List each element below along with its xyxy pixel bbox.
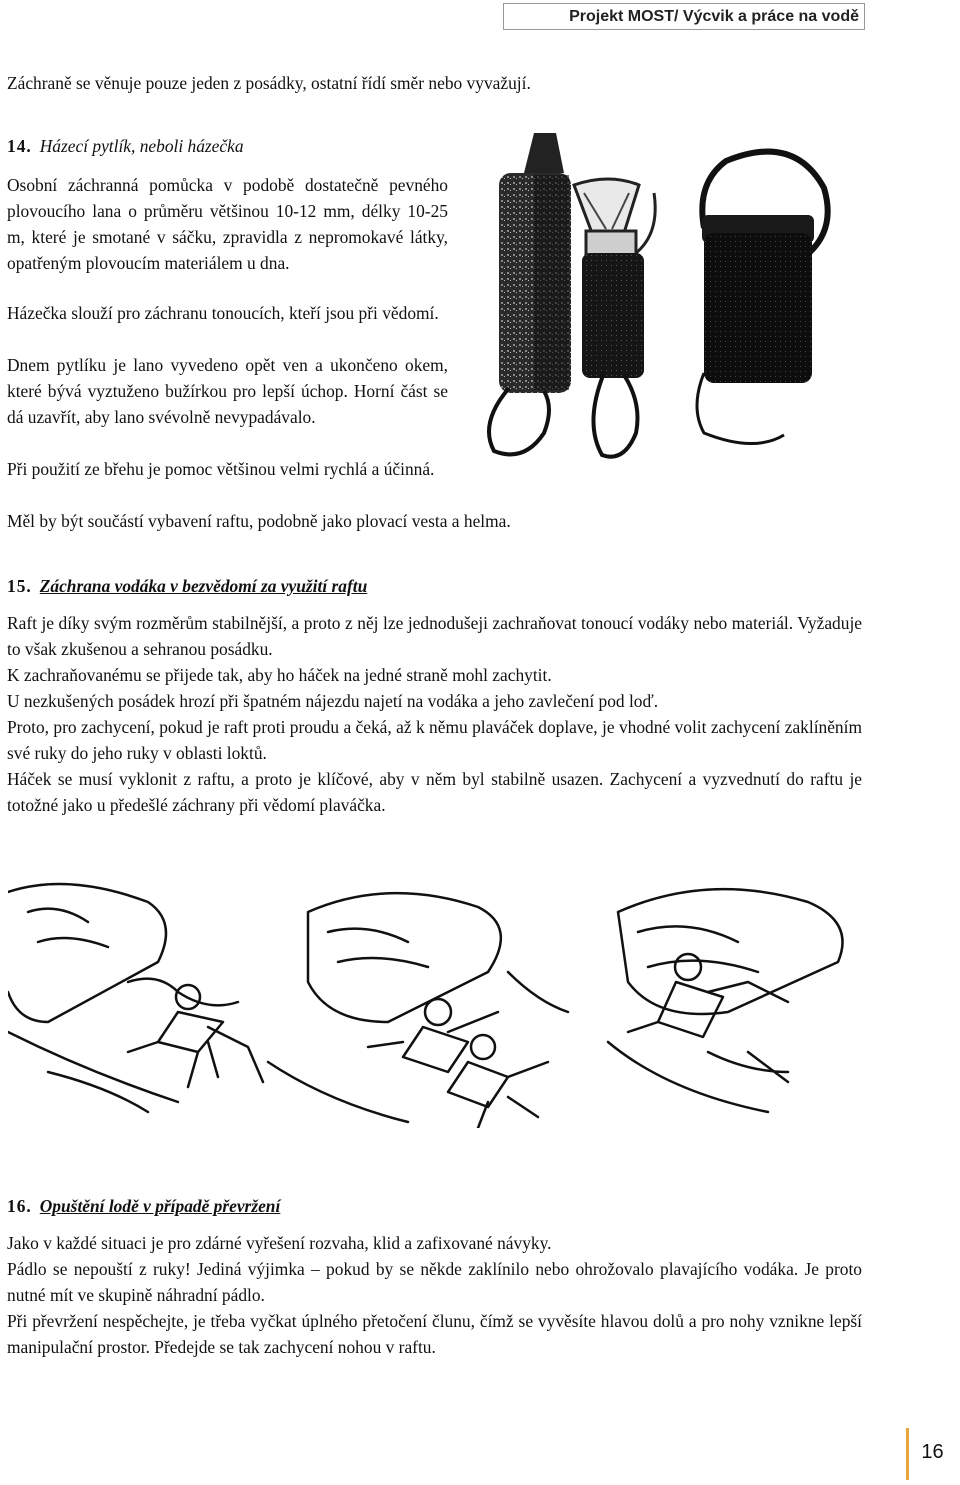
section-16-paragraph: Jako v každé situaci je pro zdárné vyřešení rozvaha, klid a zafixované návyky.: [7, 1233, 552, 1253]
section-16-paragraph: Při převržení nespěchejte, je třeba vyčkat úplného přetočení člunu, čímž se vyvěsíte hlavou dolů a pro nohy vznikne lepší manipulační prostor. Předejde se tak zachycení nohou v raftu.: [7, 1311, 862, 1357]
section-16-heading: [7, 1193, 280, 1219]
section-15-paragraph: U nezkušených posádek hrozí při špatném nájezdu najetí na vodáka a jeho zavlečení pod loď.: [7, 691, 659, 711]
section-15-paragraph: Proto, pro zachycení, pokud je raft proti proudu a čeká, až k němu plaváček doplave, je vhodné volit zachycení zaklíněním své ruky do jeho ruky v oblasti loktů.: [7, 717, 862, 763]
page-number: 16: [906, 1428, 956, 1480]
section-15-paragraph: Háček se musí vyklonit z raftu, a proto je klíčové, aby v něm byl stabilně usazen. Zachycení a vyzvednutí do raftu je totožné jako u předešlé záchrany při vědomí plaváčka.: [7, 769, 862, 815]
section-15-paragraph: Raft je díky svým rozměrům stabilnější, a proto z něj lze jednodušeji zachraňovat tonoucí vodáky nebo materiál. Vyžaduje to však zkušenou a sehranou posádku.: [7, 613, 862, 659]
section-number: 16.: [7, 1196, 32, 1216]
section-number: 15.: [7, 576, 32, 596]
section-15-paragraph: K zachraňovanému se přijede tak, aby ho háček na jedné straně mohl zachytit.: [7, 665, 552, 685]
raft-rescue-illustration: [8, 872, 855, 1128]
throw-bags-illustration: [464, 133, 856, 469]
section-14-paragraph: Dnem pytlíku je lano vyvedeno opět ven a ukončeno okem, které bývá vyztuženo bužírkou pro lepší úchop. Horní část se dá uzavřít, aby lano svévolně nevypadávalo.: [7, 355, 448, 427]
section-title: Záchrana vodáka v bezvědomí za využití raftu: [39, 576, 368, 596]
section-title: Opuštění lodě v případě převržení: [39, 1196, 281, 1216]
intro-text: Záchraně se věnuje pouze jeden z posádky, ostatní řídí směr nebo vyvažují.: [7, 73, 531, 93]
section-14-paragraph: Házečka slouží pro záchranu tonoucích, kteří jsou při vědomí.: [7, 303, 439, 323]
section-14-paragraph: Měl by být součástí vybavení raftu, podobně jako plovací vesta a helma.: [7, 511, 511, 531]
section-number: 14.: [7, 136, 32, 156]
section-16-paragraph: Pádlo se nepouští z ruky! Jediná výjimka – pokud by se někde zaklínilo nebo ohrožovalo plavajícího vodáka. Je proto nutné mít ve skupině náhradní pádlo.: [7, 1259, 862, 1305]
section-15-heading: [7, 573, 367, 599]
running-header: Projekt MOST/ Výcvik a práce na vodě: [503, 3, 865, 30]
section-14-paragraph: Osobní záchranná pomůcka v podobě dostatečně pevného plovoucího lana o průměru většinou 10-12 mm, délky 10-25 m, které je smotané v sáčku, zpravidla z nepromokavé látky, opatřeným plovoucím materiálem u dna.: [7, 175, 448, 273]
section-14-paragraph: Při použití ze břehu je pomoc většinou velmi rychlá a účinná.: [7, 459, 435, 479]
section-14-heading: [7, 133, 244, 159]
section-title: Házecí pytlík, neboli házečka: [39, 136, 244, 156]
